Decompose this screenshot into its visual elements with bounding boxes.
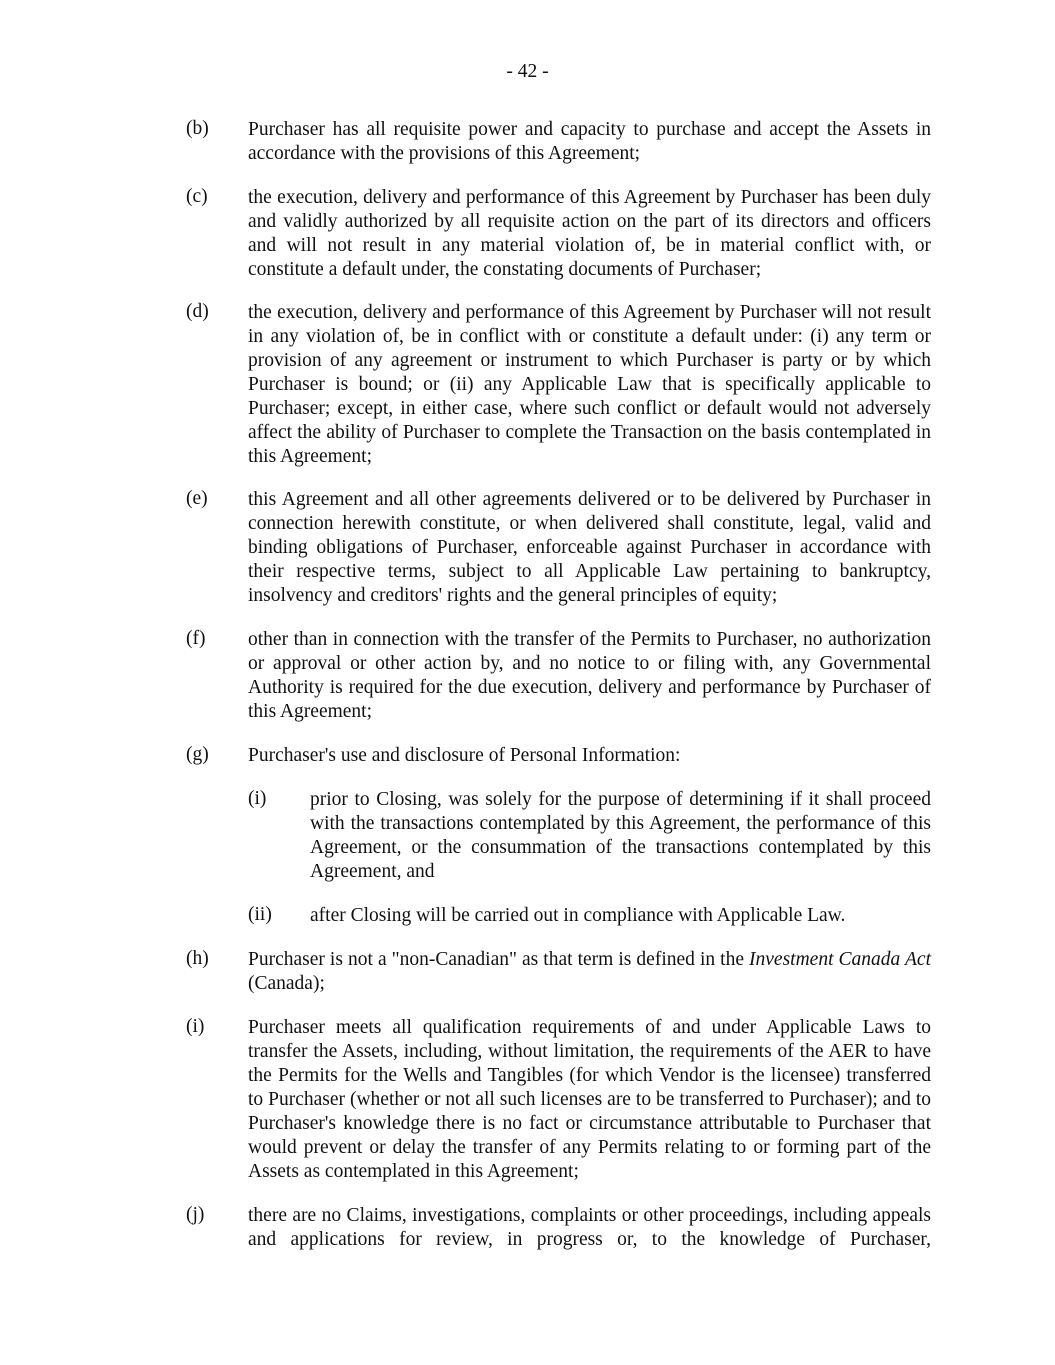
clause-label: (d): [186, 301, 209, 322]
clause-text: the execution, delivery and performance of this Agreement by Purchaser will not result in any violation of, be in conflict with or constitute a default under: (i) any term or provision of any agreement or instrument to which Purchaser is party or by which Purchaser is bound; or (ii) any Applicable Law that is specifically applicable to Purchaser; except, in either case, where such conflict or default would not adversely affect the ability of Purchaser to complete the Transaction on the basis contemplated in this Agreement;: [248, 302, 931, 467]
clause-h: [186, 948, 931, 996]
clause-label: (f): [186, 628, 206, 649]
subclause-label: (ii): [248, 904, 272, 925]
clause-label: (c): [186, 186, 208, 207]
clause-label: (b): [186, 118, 209, 139]
clause-text: there are no Claims, investigations, complaints or other proceedings, including appeals and applications for review, in progress or, to the knowledge of Purchaser,: [248, 1205, 931, 1250]
act-name-italic: Investment Canada Act: [749, 949, 931, 970]
clause-c: [186, 186, 931, 282]
clause-i: [186, 1016, 931, 1184]
clause-text: Purchaser's use and disclosure of Personal Information:: [248, 745, 681, 766]
clause-label: (e): [186, 488, 208, 509]
clause-text: Purchaser meets all qualification requirements of and under Applicable Laws to transfer the Assets, including, without limitation, the requirements of the AER to have the Permits for the Wells and Tangibles (for which Vendor is the licensee) transferred to Purchaser (whether or not all such licenses are to be transferred to Purchaser); and to Purchaser's knowledge there is no fact or circumstance attributable to Purchaser that would prevent or delay the transfer of any Permits relating to or forming part of the Assets as contemplated in this Agreement;: [248, 1017, 931, 1182]
clause-label: (j): [186, 1204, 205, 1225]
clause-text: [248, 948, 931, 996]
clause-text: this Agreement and all other agreements delivered or to be delivered by Purchaser in connection herewith constitute, or when delivered shall constitute, legal, valid and binding obligations of Purchaser, enforceable against Purchaser in accordance with their respective terms, subject to all Applicable Law pertaining to bankruptcy, insolvency and creditors' rights and the general principles of equity;: [248, 489, 931, 606]
clause-text: other than in connection with the transfer of the Permits to Purchaser, no authorization or approval or other action by, and no notice to or filing with, any Governmental Authority is required for the due execution, delivery and performance by Purchaser of this Agreement;: [248, 629, 931, 722]
clause-f: [186, 628, 931, 724]
clause-label: (i): [186, 1016, 205, 1037]
subclause-label: (i): [248, 788, 267, 809]
clause-text: Purchaser has all requisite power and capacity to purchase and accept the Assets in accordance with the provisions of this Agreement;: [248, 119, 931, 164]
clause-d: [186, 301, 931, 469]
clause-text-before: Purchaser is not a "non-Canadian" as that term is defined in the: [248, 949, 750, 970]
page-number: - 42 -: [506, 61, 549, 82]
clause-g: [186, 744, 931, 768]
clause-b: [186, 118, 931, 166]
clause-j: [186, 1204, 931, 1252]
clause-text: the execution, delivery and performance of this Agreement by Purchaser has been duly and validly authorized by all requisite action on the part of its directors and officers and will not result in any material violation of, be in material conflict with, or constitute a default under, the constating documents of Purchaser;: [248, 187, 931, 280]
clause-label: (g): [186, 744, 209, 765]
subclause-g-i: [248, 788, 931, 884]
subclause-text: prior to Closing, was solely for the purpose of determining if it shall proceed with the transactions contemplated by this Agreement, the performance of this Agreement, or the consummation of the transactions contemplated by this Agreement, and: [310, 789, 931, 882]
subclause-g-ii: [248, 904, 931, 928]
subclause-text: after Closing will be carried out in compliance with Applicable Law.: [310, 905, 846, 926]
clause-e: [186, 488, 931, 608]
clause-text-after: (Canada);: [248, 973, 325, 994]
clause-label: (h): [186, 948, 209, 969]
